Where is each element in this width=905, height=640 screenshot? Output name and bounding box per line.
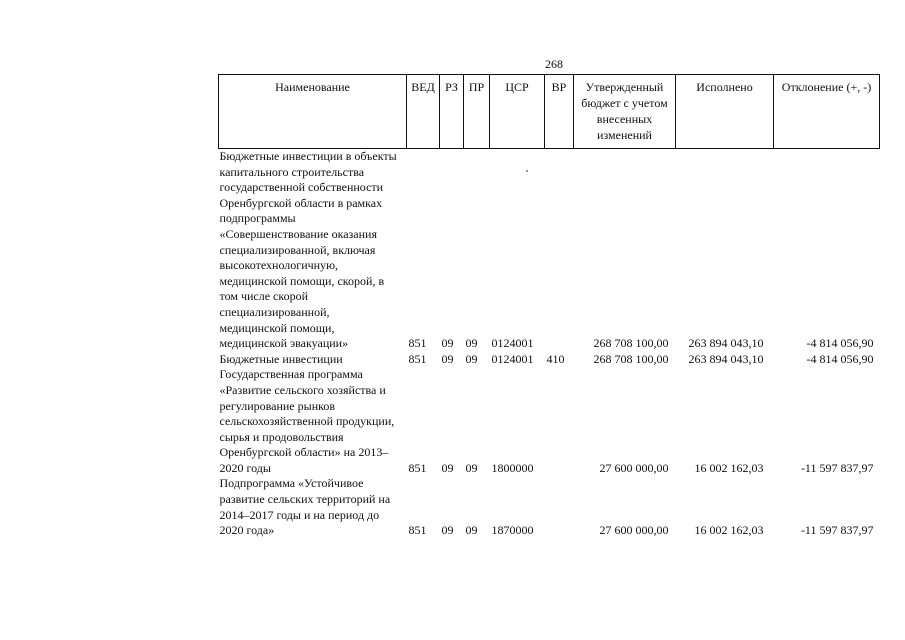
row-executed: 263 894 043,10 [688, 336, 764, 351]
row-ved: 851 [408, 336, 427, 351]
row-csr: 1870000 [491, 523, 534, 538]
row-vr [545, 367, 574, 476]
row-ved: 851 [408, 523, 427, 538]
budget-table [218, 74, 880, 539]
row-pr: 09 [465, 351, 478, 366]
table-row [219, 149, 880, 352]
row-pr: 09 [465, 523, 478, 538]
header-rz: РЗ [440, 75, 464, 149]
row-ved: 851 [408, 351, 427, 366]
row-name: Государственная программа «Развитие сельского хозяйства и регулирование рынков сельскохозяйственной продукции, сырья и продовольствия Оренбургской области» на 2013–2020 годы [219, 367, 395, 475]
table-row [219, 367, 880, 476]
row-approved: 27 600 000,00 [599, 523, 669, 538]
row-name: Подпрограмма «Устойчивое развитие сельских территорий на 2014–2017 годы и на период до 2020 года» [219, 476, 391, 538]
row-rz: 09 [441, 523, 454, 538]
row-approved: 268 708 100,00 [593, 336, 669, 351]
row-executed: 16 002 162,03 [694, 460, 764, 475]
table-header-row [219, 75, 880, 149]
header-deviation: Отклонение (+, -) [774, 75, 880, 149]
header-ved: ВЕД [407, 75, 440, 149]
row-pr: 09 [465, 336, 478, 351]
row-deviation: -4 814 056,90 [806, 351, 874, 366]
header-vr: ВР [545, 75, 574, 149]
row-vr [545, 149, 574, 352]
row-approved: 268 708 100,00 [593, 351, 669, 366]
row-deviation: -11 597 837,97 [800, 460, 874, 475]
header-executed: Исполнено [676, 75, 774, 149]
row-csr: 0124001 [491, 351, 534, 366]
page-number: 268 [545, 57, 563, 71]
header-csr: ЦСР [490, 75, 545, 149]
row-csr: 1800000 [491, 460, 534, 475]
row-rz: 09 [441, 336, 454, 351]
row-rz: 09 [441, 351, 454, 366]
row-csr: 0124001 [491, 336, 534, 351]
row-executed: 263 894 043,10 [688, 351, 764, 366]
row-deviation: -11 597 837,97 [800, 523, 874, 538]
row-pr: 09 [465, 460, 478, 475]
row-approved: 27 600 000,00 [599, 460, 669, 475]
row-ved: 851 [408, 460, 427, 475]
row-vr: 410 [546, 351, 565, 366]
row-rz: 09 [441, 460, 454, 475]
header-approved: Утвержденный бюджет с учетом внесенных изменений [574, 75, 676, 149]
header-pr: ПР [464, 75, 490, 149]
table-row [219, 352, 880, 368]
row-vr [545, 476, 574, 538]
row-name: Бюджетные инвестиции [219, 351, 343, 366]
header-name: Наименование [219, 75, 407, 149]
row-deviation: -4 814 056,90 [806, 336, 874, 351]
row-executed: 16 002 162,03 [694, 523, 764, 538]
table-row [219, 476, 880, 538]
row-name: Бюджетные инвестиции в объекты капитального строительства государственной собственности Оренбургской области в рамках подпрограммы «Совершенствование оказания специализированной, включая высокотехнологичную, медицинской помощи, скорой, в том числе скорой специализированной, медицинской помощи, медицинской эвакуации» [219, 149, 397, 351]
